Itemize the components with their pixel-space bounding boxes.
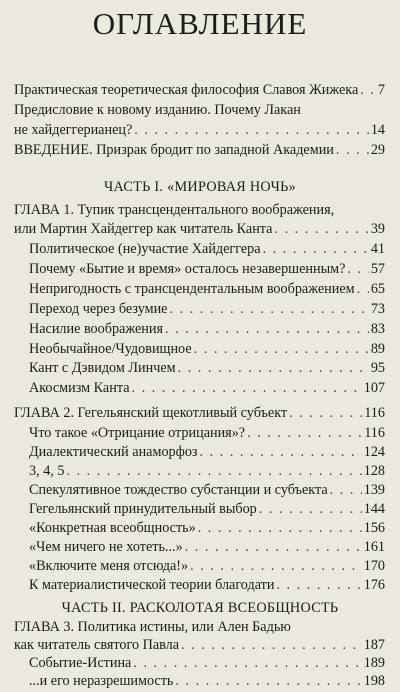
toc-page-number: 14 — [370, 122, 385, 138]
toc-entry-text: «Конкретная всеобщность» — [29, 520, 196, 536]
leader-dots — [274, 219, 368, 239]
toc-page-number: 107 — [363, 380, 385, 396]
part-heading: ЧАСТЬ II. РАСКОЛОТАЯ ВСЕОБЩНОСТЬ — [61, 600, 339, 616]
leader-dots — [181, 635, 362, 655]
toc-entry-text: К материалистической теории благодати — [29, 577, 275, 593]
toc-entry-text: Гегельянский принудительный выбор — [29, 501, 257, 517]
toc-section — [29, 378, 385, 398]
leader-dots — [330, 480, 362, 500]
toc-entry-preface — [14, 120, 385, 140]
toc-section — [29, 671, 385, 691]
toc-entry-text: Необычайное/Чудовищное — [29, 341, 192, 357]
toc-entry-text: Спекулятивное тождество субстанции и субъекта — [29, 482, 328, 498]
leader-dots — [357, 279, 369, 299]
toc-section — [29, 339, 385, 359]
toc-entry-text: «Чем ничего не хотеть...» — [29, 539, 183, 555]
leader-dots — [165, 319, 369, 339]
toc-entry-text: ГЛАВА 2. Гегельянский щекотливый субъект — [14, 405, 288, 421]
leader-dots — [247, 423, 362, 443]
toc-page-number: 73 — [370, 301, 385, 317]
toc-section — [29, 319, 385, 339]
toc-section — [29, 556, 385, 576]
leader-dots — [133, 653, 361, 673]
toc-page-number: 156 — [363, 520, 385, 536]
toc-entry-text: Событие-Истина — [29, 655, 132, 671]
toc-entry-text: 3, 4, 5 — [29, 463, 65, 479]
leader-dots — [289, 403, 362, 423]
leader-dots — [169, 299, 368, 319]
toc-section — [29, 358, 385, 378]
page-title: ОГЛАВЛЕНИЕ — [92, 6, 308, 41]
leader-dots — [132, 378, 362, 398]
toc-page-number: 29 — [370, 142, 385, 158]
toc-section — [29, 518, 385, 538]
toc-entry-text: Непригодность с трансцендентальным воображением — [29, 281, 355, 297]
leader-dots — [190, 556, 362, 576]
toc-entry-text: Кант с Дэвидом Линчем — [29, 360, 176, 376]
toc-page-number: 7 — [377, 82, 385, 98]
toc-section — [29, 299, 385, 319]
toc-page-number: 189 — [363, 655, 385, 671]
leader-dots — [276, 575, 361, 595]
toc-page-number: 39 — [370, 221, 385, 237]
toc-entry-chapter-2 — [14, 403, 385, 423]
toc-page-number: 41 — [370, 241, 385, 257]
toc-page-number: 198 — [363, 673, 385, 689]
toc-page-number: 89 — [370, 341, 385, 357]
leader-dots — [66, 461, 361, 481]
toc-section — [29, 499, 385, 519]
toc-entry-text: Диалектический анаморфоз — [29, 444, 198, 460]
toc-page-number: 83 — [370, 321, 385, 337]
toc-entry-text: Что такое «Отрицание отрицания»? — [29, 425, 246, 441]
toc-section — [29, 442, 385, 462]
toc-page-number: 176 — [363, 577, 385, 593]
leader-dots — [347, 259, 368, 279]
leader-dots — [198, 518, 362, 538]
toc-entry-text: Политическое (не)участие Хайдеггера — [29, 241, 261, 257]
leader-dots — [336, 140, 369, 160]
toc-page-number: 116 — [364, 425, 385, 441]
toc-page-number: 170 — [363, 558, 385, 574]
toc-section — [29, 239, 385, 259]
toc-entry-text: Переход через безумие — [29, 301, 168, 317]
leader-dots — [134, 120, 369, 140]
toc-entry-text: ВВЕДЕНИЕ. Призрак бродит по западной Академии — [14, 142, 334, 158]
toc-page-number: 161 — [363, 539, 385, 555]
toc-entry-text: не хайдеггерианец? — [14, 122, 133, 138]
toc-page-number: 95 — [370, 360, 385, 376]
leader-dots — [200, 442, 362, 462]
toc-entry-introduction — [14, 140, 385, 160]
toc-section — [29, 423, 385, 443]
toc-section — [29, 279, 385, 299]
toc-entry-text: Насилие воображения — [29, 321, 163, 337]
leader-dots — [178, 358, 369, 378]
toc-entry-text: ...и его неразрешимость — [29, 673, 174, 689]
toc-entry-text: или Мартин Хайдеггер как читатель Канта — [14, 221, 273, 237]
toc-entry-chapter-1 — [14, 219, 385, 239]
leader-dots — [194, 339, 369, 359]
toc-page-number: 139 — [363, 482, 385, 498]
leader-dots — [185, 537, 362, 557]
toc-entry-text: Почему «Бытие и время» осталось незавершенным? — [29, 261, 346, 277]
toc-page-number: 187 — [363, 637, 385, 653]
toc-entry-text: Практическая теоретическая философия Славоя Жижека — [14, 82, 359, 98]
leader-dots — [360, 80, 376, 100]
toc-page-number: 124 — [363, 444, 385, 460]
toc-section — [29, 259, 385, 279]
toc-page-number: 65 — [370, 281, 385, 297]
toc-page-number: 144 — [363, 501, 385, 517]
toc-section — [29, 575, 385, 595]
toc-entry-text: Акосмизм Канта — [29, 380, 130, 396]
chapter-heading-line1: ГЛАВА 3. Политика истины, или Ален Бадью — [14, 619, 291, 635]
toc-section — [29, 461, 385, 481]
toc-page-number: 57 — [370, 261, 385, 277]
toc-page-number: 128 — [363, 463, 385, 479]
toc-entry-chapter-3 — [14, 635, 385, 655]
toc-section — [29, 653, 385, 673]
toc-entry-preface-line1: Предисловие к новому изданию. Почему Лакан — [14, 102, 301, 118]
toc-section — [29, 537, 385, 557]
leader-dots — [263, 239, 369, 259]
leader-dots — [259, 499, 362, 519]
chapter-heading-line1: ГЛАВА 1. Тупик трансцендентального воображения, — [14, 202, 335, 218]
toc-entry-foreword-zizek — [14, 80, 385, 100]
toc-entry-text: как читатель святого Павла — [14, 637, 180, 653]
part-heading: ЧАСТЬ I. «МИРОВАЯ НОЧЬ» — [104, 179, 296, 195]
leader-dots — [175, 671, 361, 691]
toc-page-number: 116 — [364, 405, 385, 421]
toc-entry-text: «Включите меня отсюда!» — [29, 558, 189, 574]
toc-section — [29, 480, 385, 500]
